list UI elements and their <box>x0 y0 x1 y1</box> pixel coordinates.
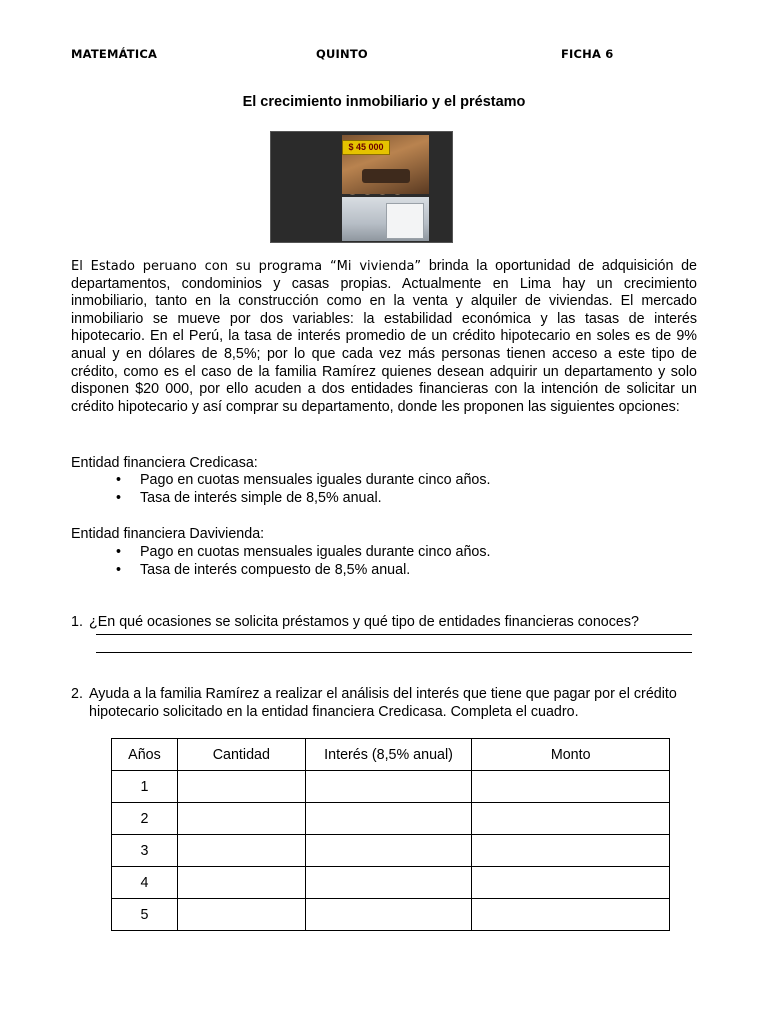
column-header-total: Monto <box>472 739 670 771</box>
column-header-interest: Interés (8,5% anual) <box>305 739 472 771</box>
header-sheet: FICHA 6 <box>561 47 614 61</box>
entity-credicasa-title: Entidad financiera Credicasa: <box>71 455 258 471</box>
living-room-photo <box>342 135 429 194</box>
kitchen-photo <box>342 197 429 241</box>
total-cell[interactable] <box>472 867 670 899</box>
interest-cell[interactable] <box>305 835 472 867</box>
amount-cell[interactable] <box>177 867 305 899</box>
entity-davivienda-bullet-2 <box>116 562 410 578</box>
question-number: 1. <box>71 614 83 630</box>
amount-cell[interactable] <box>177 803 305 835</box>
year-cell: 4 <box>112 867 178 899</box>
total-cell[interactable] <box>472 803 670 835</box>
column-header-amount: Cantidad <box>177 739 305 771</box>
housing-photo-collage <box>270 131 453 243</box>
year-cell: 1 <box>112 771 178 803</box>
table-header-row <box>112 739 670 771</box>
amount-cell[interactable] <box>177 835 305 867</box>
page-title: El crecimiento inmobiliario y el préstamo <box>242 94 526 110</box>
question-number: 2. <box>71 686 83 702</box>
entity-credicasa-bullet-2 <box>116 490 382 506</box>
year-cell: 2 <box>112 803 178 835</box>
total-cell[interactable] <box>472 771 670 803</box>
price-tag: $ 45 000 <box>342 140 390 155</box>
entity-davivienda-bullet-1 <box>116 544 491 560</box>
header-grade: QUINTO <box>316 47 368 61</box>
answer-line-2[interactable] <box>96 652 692 653</box>
bullet-icon: • <box>116 544 122 560</box>
total-cell[interactable] <box>472 899 670 931</box>
question-text-line-1: Ayuda a la familia Ramírez a realizar el análisis del interés que tiene que pagar por el crédito <box>89 686 677 702</box>
entity-credicasa-bullet-1 <box>116 472 491 488</box>
question-text: ¿En qué ocasiones se solicita préstamos y qué tipo de entidades financieras conoces? <box>89 614 639 630</box>
question-2-continuation: hipotecario solicitado en la entidad financiera Credicasa. Completa el cuadro. <box>89 704 579 720</box>
bullet-text: Pago en cuotas mensuales iguales durante cinco años. <box>140 472 491 488</box>
column-header-years: Años <box>112 739 178 771</box>
bullet-icon: • <box>116 490 122 506</box>
total-cell[interactable] <box>472 835 670 867</box>
table-row <box>112 835 670 867</box>
year-cell: 5 <box>112 899 178 931</box>
interest-cell[interactable] <box>305 803 472 835</box>
interest-cell[interactable] <box>305 867 472 899</box>
question-2 <box>71 685 677 703</box>
table-row <box>112 867 670 899</box>
interest-cell[interactable] <box>305 899 472 931</box>
bullet-icon: • <box>116 472 122 488</box>
bullet-text: Tasa de interés compuesto de 8,5% anual. <box>140 562 411 578</box>
bullet-icon: • <box>116 562 122 578</box>
year-cell: 3 <box>112 835 178 867</box>
intro-paragraph <box>71 258 697 416</box>
intro-lead: El Estado peruano con su programa “Mi vivienda” <box>71 259 422 274</box>
interest-table <box>111 738 670 931</box>
header-subject: MATEMÁTICA <box>71 47 158 61</box>
bullet-text: Pago en cuotas mensuales iguales durante cinco años. <box>140 544 491 560</box>
table-row <box>112 771 670 803</box>
table-row <box>112 803 670 835</box>
answer-line-1[interactable] <box>96 634 692 635</box>
table-row <box>112 899 670 931</box>
question-1 <box>71 613 639 631</box>
amount-cell[interactable] <box>177 899 305 931</box>
amount-cell[interactable] <box>177 771 305 803</box>
intro-body: brinda la oportunidad de adquisición de departamentos, condominios y casas propias. Actualmente en Lima hay un crecimiento inmobiliario, tanto en la construcción como en la venta y alquiler de viviendas. El mercado inmobiliario se mueve por dos variables: la estabilidad económica y las tasas de interés hipotecario. En el Perú, la tasa de interés promedio de un crédito hipotecario en soles es de 9% anual y en dólares de 8,5%; por lo que cada vez más personas tienen acceso a este tipo de crédito, como es el caso de la familia Ramírez quienes desean adquirir un departamento y solo disponen $20 000, por ello acuden a dos entidades financieras con la intención de solicitar un crédito hipotecario y así comprar su departamento, donde les proponen las siguientes opciones: <box>71 258 697 415</box>
interest-cell[interactable] <box>305 771 472 803</box>
entity-davivienda-title: Entidad financiera Davivienda: <box>71 526 265 542</box>
bullet-text: Tasa de interés simple de 8,5% anual. <box>140 490 382 506</box>
